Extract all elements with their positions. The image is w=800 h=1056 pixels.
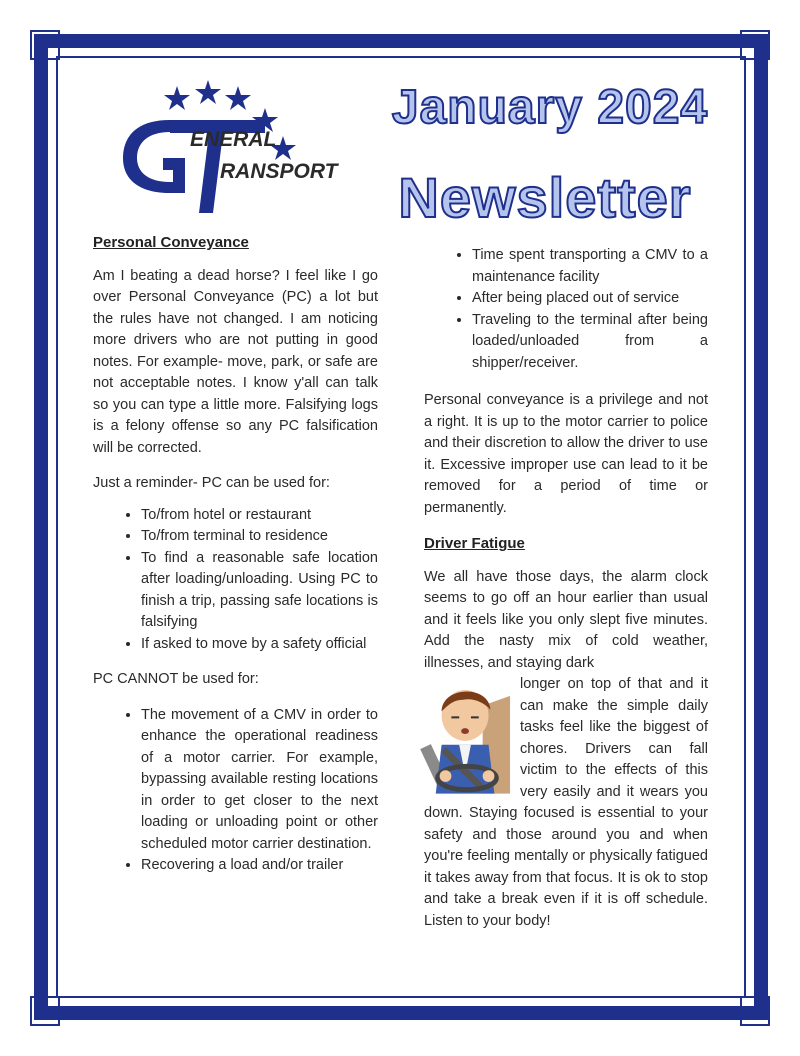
newsletter-title-month: January 2024 bbox=[391, 81, 709, 134]
list-item: • The movement of a CMV in order to enhance the operational readiness of a motor carrier. For example, bypassing available resting locations in order to get closer to the next loading or unloading point or other scheduled motor carrier destination. bbox=[141, 705, 378, 856]
border-corner bbox=[30, 30, 60, 60]
paragraph-reminder: Just a reminder- PC can be used for: bbox=[93, 475, 330, 491]
newsletter-title: Newsletter bbox=[398, 166, 692, 229]
list-item: • If asked to move by a safety official bbox=[141, 634, 378, 656]
list-item: • Recovering a load and/or trailer bbox=[141, 855, 378, 877]
tired-driver-illustration bbox=[424, 676, 512, 794]
svg-text:RANSPORT: RANSPORT bbox=[220, 160, 338, 183]
border-corner bbox=[30, 996, 60, 1026]
paragraph-cannot-label: PC CANNOT be used for: bbox=[93, 671, 259, 687]
list-item: • To find a reasonable safe location after loading/unloading. Using PC to finish a trip, passing safe locations is falsifying bbox=[141, 548, 378, 634]
left-column bbox=[93, 232, 378, 891]
general-transport-logo bbox=[115, 78, 338, 218]
fatigue-wrapped-text: longer on top of that and it can make the simple daily tasks feel like the biggest of chores. Drivers can fall victim to the effects of this very easily and it wears you down. Staying focused is essential to your safety and those around you and when you're feeling mentally or physically fatigued it takes away from that focus. It is ok to stop and take a break even if it is off schedule. Listen to your body! bbox=[424, 676, 708, 929]
paragraph-fatigue-top: We all have those days, the alarm clock seems to go off an hour earlier than usual and it feels like you only slept five minutes. Add the nasty mix of cold weather, illnesses, and staying dark bbox=[424, 568, 708, 671]
border-corner bbox=[740, 996, 770, 1026]
paragraph-intro: Am I beating a dead horse? I feel like I go over Personal Conveyance (PC) a lot but the rules have not changed. I am noticing more drivers who are not putting in good notes. For example- move, park, or safe are not acceptable notes. I know y'all can talk so you can type a little more. Falsifying logs is a felony offense so any PC falsification will be corrected. bbox=[93, 267, 378, 456]
list-item: • Time spent transporting a CMV to a maintenance facility bbox=[472, 245, 708, 288]
list-item: • Traveling to the terminal after being loaded/unloaded from a shipper/receiver. bbox=[472, 310, 708, 375]
paragraph-privilege: Personal conveyance is a privilege and not a right. It is up to the motor carrier to police and their discretion to allow the driver to use it. Excessive improper use can lead to it be removed for a period of time or permanently. bbox=[424, 392, 708, 516]
svg-text:ENERAL: ENERAL bbox=[190, 128, 277, 151]
section-heading-personal-conveyance: Personal Conveyance bbox=[93, 234, 249, 251]
right-column bbox=[424, 245, 708, 946]
list-pc-cannot-use bbox=[93, 705, 378, 877]
list-item: • After being placed out of service bbox=[472, 288, 708, 310]
paragraph-fatigue-rest bbox=[424, 674, 708, 932]
list-pc-can-use-continued bbox=[424, 245, 708, 374]
list-item: • To/from terminal to residence bbox=[141, 526, 378, 548]
list-pc-can-use bbox=[93, 505, 378, 656]
section-heading-driver-fatigue: Driver Fatigue bbox=[424, 535, 525, 552]
list-item: • To/from hotel or restaurant bbox=[141, 505, 378, 527]
border-corner bbox=[740, 30, 770, 60]
